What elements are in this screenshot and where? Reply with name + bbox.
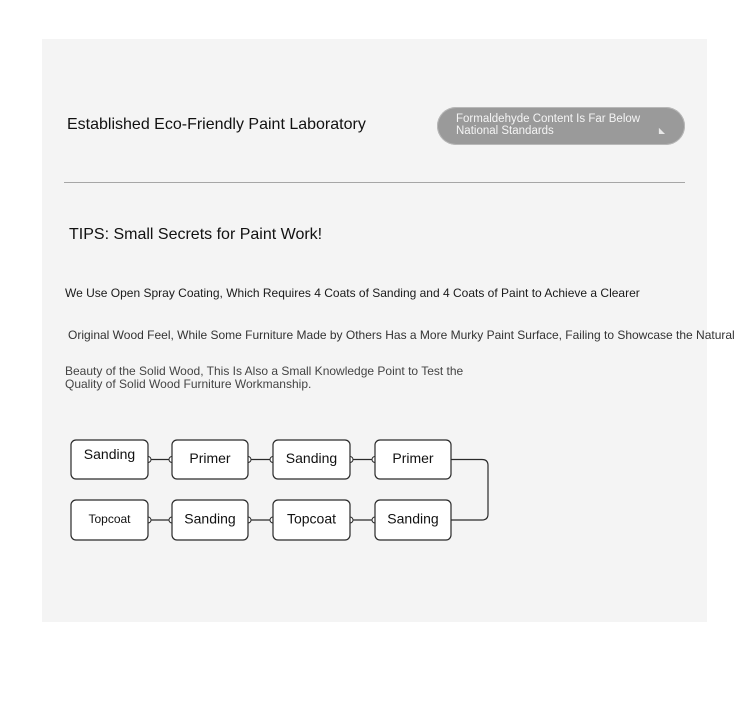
flow-step-5 — [375, 500, 451, 540]
flow-step-2 — [172, 440, 248, 479]
tips-title: TIPS: Small Secrets for Paint Work! — [69, 226, 323, 243]
leaf-icon: ◣ — [658, 126, 665, 135]
flow-step-label: Primer — [189, 450, 231, 467]
tips-line-2: Original Wood Feel, While Some Furniture Made by Others Has a More Murky Paint Surface, Failing to Showcase the Natural — [68, 328, 735, 342]
flow-step-7 — [172, 500, 248, 540]
flow-step-1 — [71, 440, 148, 479]
flow-step-8 — [71, 500, 148, 540]
flow-step-4 — [375, 440, 451, 479]
flow-step-label: Sanding — [285, 450, 338, 467]
flow-step-label: Sanding — [83, 446, 136, 463]
flow-edge — [451, 460, 488, 521]
flow-step-label: Topcoat — [286, 510, 337, 527]
tips-line-3: Beauty of the Solid Wood, This Is Also a Small Knowledge Point to Test the Quality of Solid Wood Furniture Workmanship. — [65, 364, 464, 391]
standards-badge-text: Formaldehyde Content Is Far Below National Standards — [456, 113, 641, 137]
flow-step-6 — [273, 500, 350, 540]
flow-step-label: Sanding — [184, 510, 236, 527]
flow-step-label: Sanding — [387, 510, 439, 527]
flow-step-label: Primer — [392, 450, 434, 467]
tips-line-1: We Use Open Spray Coating, Which Requires 4 Coats of Sanding and 4 Coats of Paint to Achieve a Clearer — [65, 286, 640, 300]
page-title: Established Eco-Friendly Paint Laboratory — [67, 116, 366, 133]
flow-step-3 — [273, 440, 350, 479]
flow-step-label: Topcoat — [88, 512, 131, 527]
